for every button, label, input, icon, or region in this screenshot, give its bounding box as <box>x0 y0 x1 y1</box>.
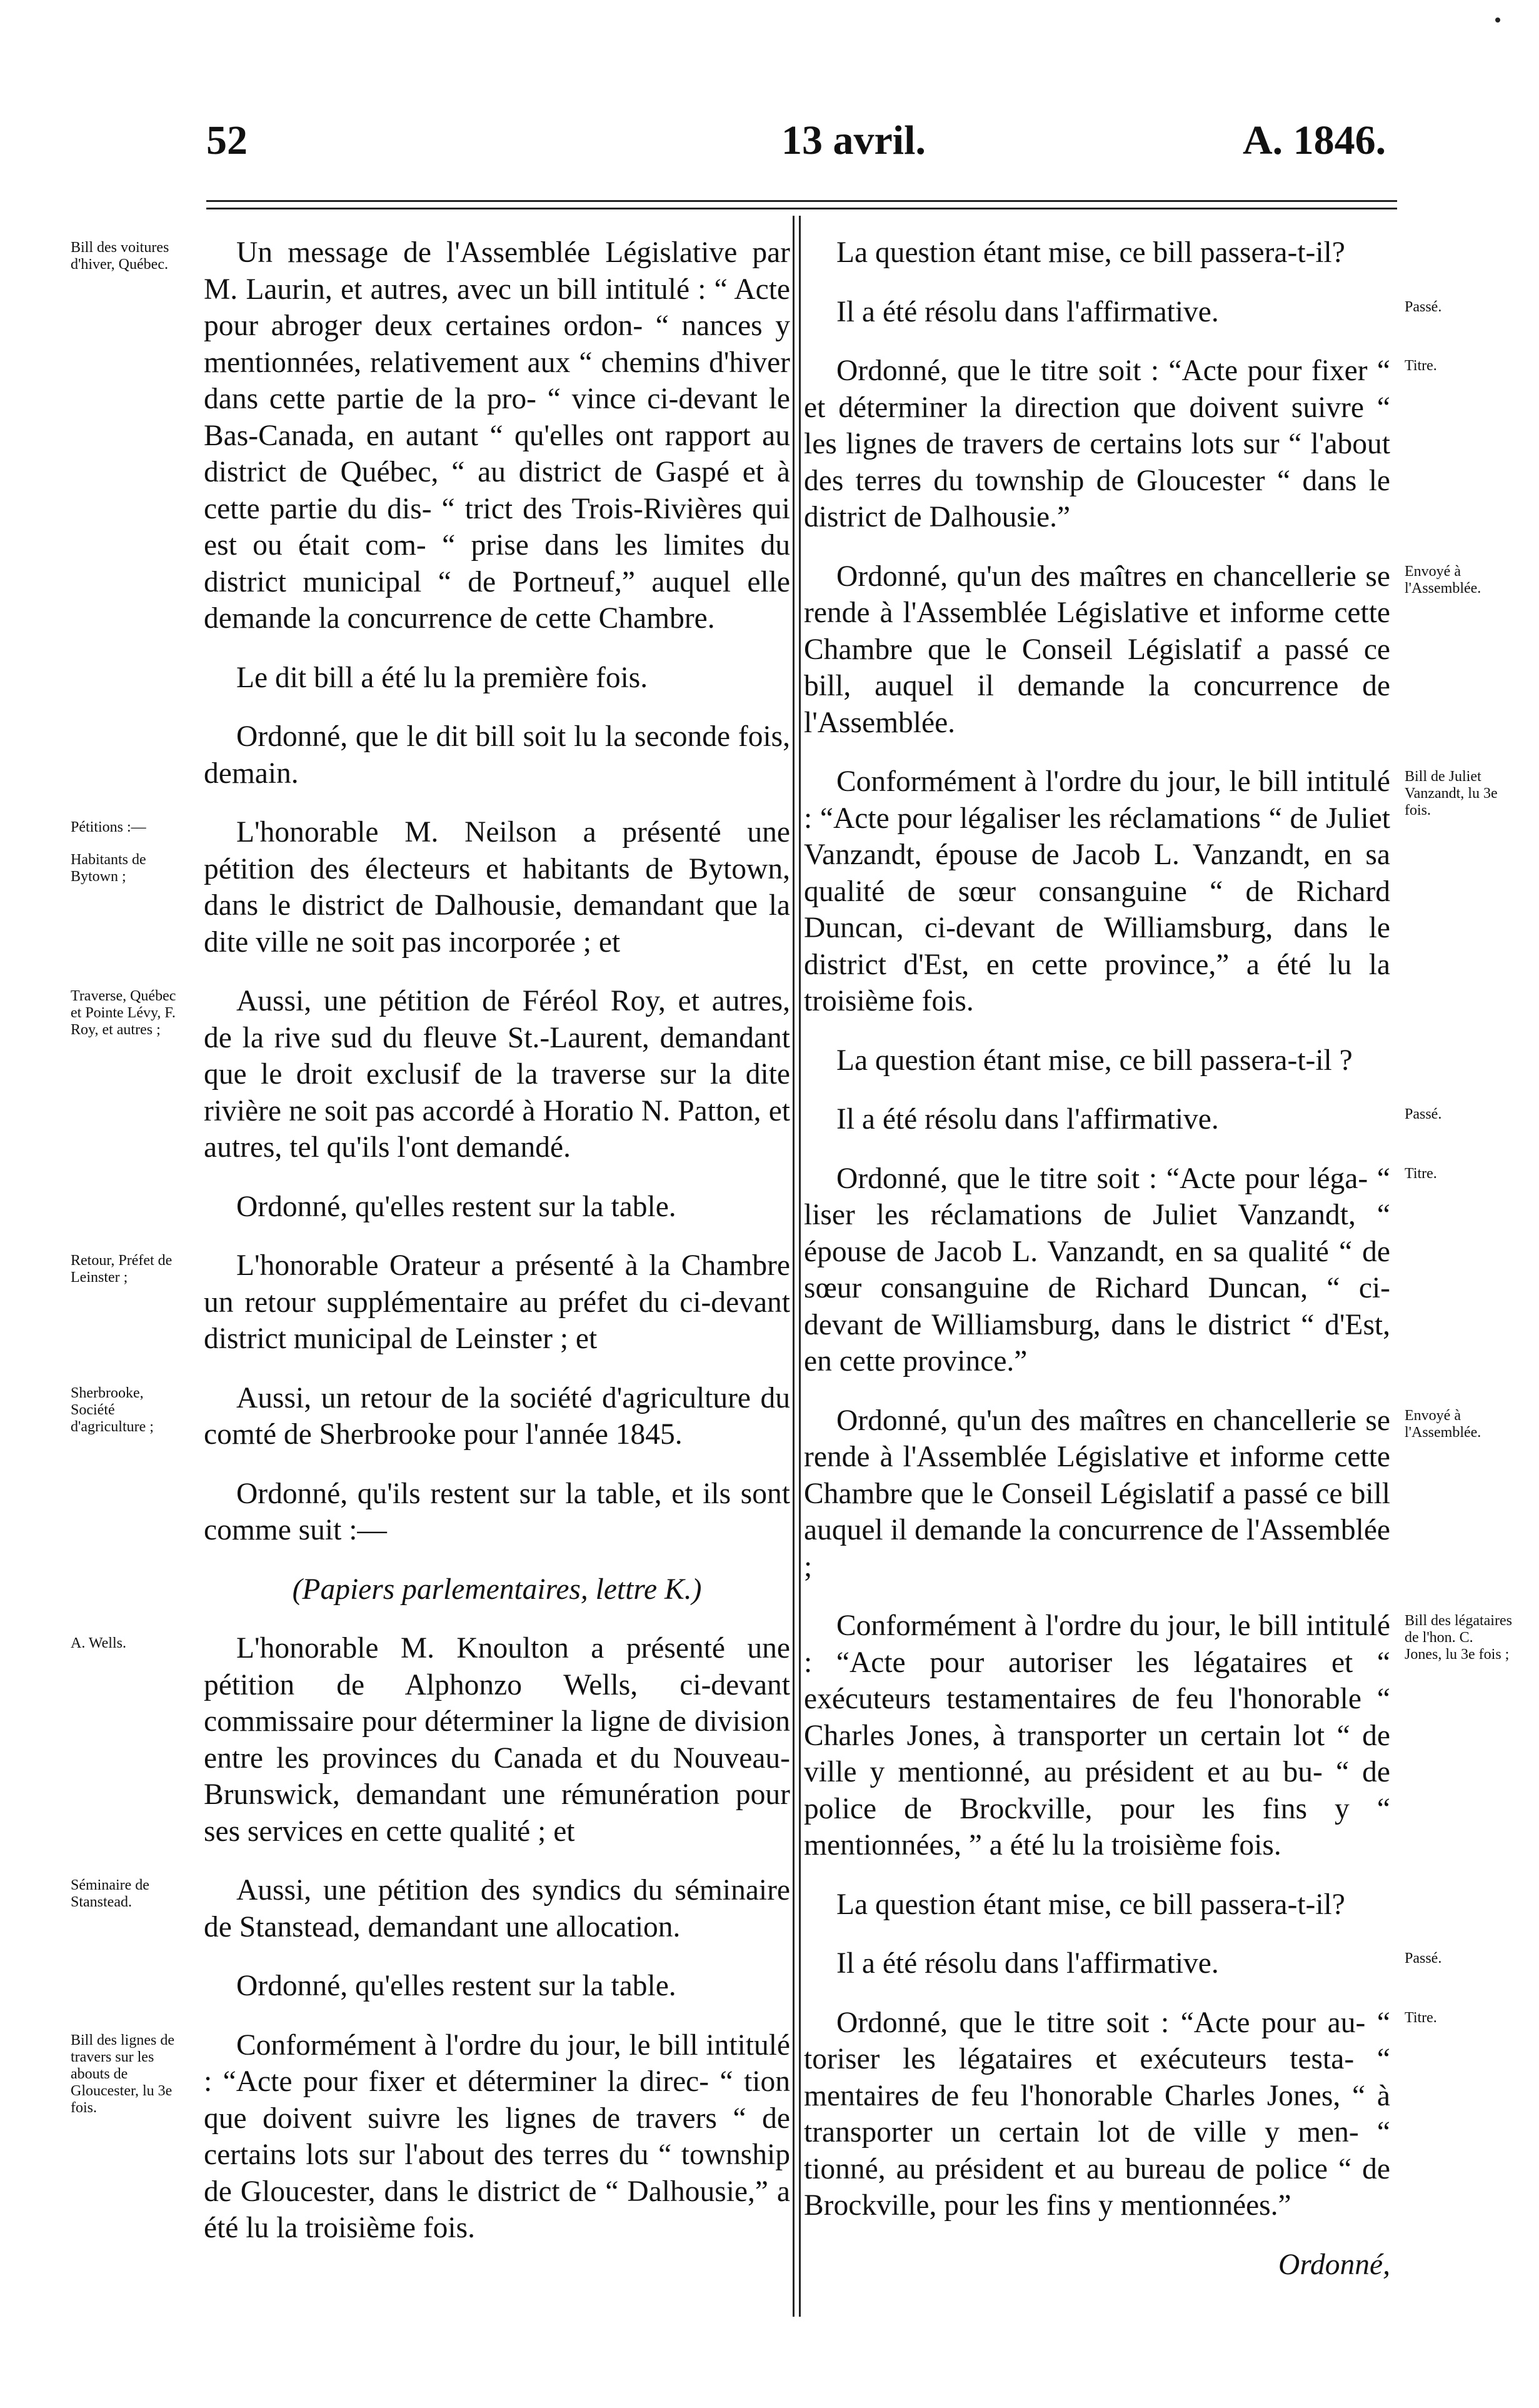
margin-note: Bill des légataires de l'hon. C. Jones, lu 3e fois ; <box>1405 1613 1512 1663</box>
paragraph <box>71 814 790 960</box>
paragraph-text: La question étant mise, ce bill passera-t-il ? <box>836 1044 1353 1077</box>
paragraph <box>804 1403 1481 1586</box>
margin-note: Titre. <box>1405 2009 1437 2026</box>
paragraph-text: Ordonné, qu'elles restent sur la table. <box>236 1190 676 1223</box>
margin-note: Passé. <box>1405 1106 1442 1122</box>
header-rule-bottom <box>206 208 1397 209</box>
paragraph-text: Conformément à l'ordre du jour, le bill intitulé : “Acte pour autoriser les légataires et “ exécuteurs testamentaires de feu l'honorable “ Charles Jones, à transporter un certain lot “ de ville y mentionné, au président et au bu- “ de police de Brockville, pour les fins y “ mentionnées, ” a été lu la troisième fois. <box>804 1610 1390 1861</box>
paragraph <box>804 2247 1390 2284</box>
paragraph <box>804 558 1481 742</box>
paragraph-text: Ordonné, que le titre soit : “Acte pour léga- “ liser les réclamations de Juliet Vanzandt, “ épouse de Jacob L. Vanzandt, en sa qualité “ de sœur consanguine de Richard Duncan, “ ci-devant de Williamsburg, dans le district “ d'Est, en cette province.” <box>804 1162 1390 1378</box>
margin-note: Passé. <box>1405 298 1442 315</box>
paragraph-text: Aussi, un retour de la société d'agriculture du comté de Sherbrooke pour l'année 1845. <box>204 1381 790 1451</box>
paragraph <box>804 1608 1512 1864</box>
paragraph-text: Ordonné, que le dit bill soit lu la seconde fois, demain. <box>204 720 790 790</box>
margin-note: Bill des voitures d'hiver, Québec. <box>71 239 169 273</box>
margin-note: Envoyé à l'Assemblée. <box>1405 1407 1481 1441</box>
paragraph-text: Ordonné, que le titre soit : “Acte pour fixer “ et déterminer la direction que doivent suivre “ les lignes de travers de certains lots sur “ l'about des terres du township de Gloucester “ dans le district de Dalhousie.” <box>804 355 1390 533</box>
paragraph <box>804 1042 1390 1079</box>
session-year: A. 1846. <box>1243 118 1386 163</box>
paragraph <box>204 718 790 792</box>
margin-note: Traverse, Québec et Pointe Lévy, F. Roy, et autres ; <box>71 988 176 1038</box>
paragraph <box>804 234 1390 271</box>
paragraph-text: Il a été résolu dans l'affirmative. <box>836 1947 1219 1980</box>
paragraph-text: Ordonné, qu'ils restent sur la table, et ils sont comme suit :— <box>204 1477 790 1546</box>
paragraph-text: L'honorable M. Neilson a présenté une pétition des électeurs et habitants de Bytown, dans le district de Dalhousie, demandant que la dite ville ne soit pas incorporée ; et <box>204 816 790 959</box>
column-divider-right <box>799 216 801 2317</box>
paragraph <box>204 660 790 697</box>
paragraph <box>804 353 1437 536</box>
paragraph-text: Il a été résolu dans l'affirmative. <box>836 295 1219 328</box>
paragraph <box>71 1380 790 1453</box>
paragraph <box>71 234 790 637</box>
paragraph-text: Ordonné, qu'un des maîtres en chancellerie se rende à l'Assemblée Législative et informe cette Chambre que le Conseil Législatif a passé ce bill, auquel il demande la concurrence de l'Assemblée. <box>804 560 1390 739</box>
paragraph-text: La question étant mise, ce bill passera-t-il? <box>836 1888 1345 1921</box>
session-date: 13 avril. <box>781 118 926 163</box>
paragraph <box>71 983 790 1166</box>
paragraph <box>71 2027 790 2247</box>
margin-note: Retour, Préfet de Leinster ; <box>71 1252 173 1286</box>
paragraph-text: Conformément à l'ordre du jour, le bill intitulé : “Acte pour légaliser les réclamations “ de Juliet Vanzandt, épouse de Jacob L. Vanzandt, en sa qualité de sœur consanguine “ de Richard Duncan, ci-devant de Williamsburg, dans le district d'Est, en cette province,” a été lu la troisième fois. <box>804 765 1390 1017</box>
paragraph <box>804 2005 1437 2224</box>
paragraph-text: L'honorable Orateur a présenté à la Chambre un retour supplémentaire au préfet du ci-devant district municipal de Leinster ; et <box>204 1249 790 1355</box>
margin-note: Envoyé à l'Assemblée. <box>1405 563 1481 597</box>
paragraph <box>204 1189 790 1226</box>
margin-note: Titre. <box>1405 1165 1437 1182</box>
margin-note: Titre. <box>1405 358 1437 374</box>
left-column <box>71 234 790 2269</box>
paragraph-text: Ordonné, qu'elles restent sur la table. <box>236 1970 676 2002</box>
paragraph-text: Aussi, une pétition des syndics du séminaire de Stanstead, demandant une allocation. <box>204 1874 790 1943</box>
margin-note: Bill de Juliet Vanzandt, lu 3e fois. <box>1405 768 1498 819</box>
paragraph <box>71 1630 790 1850</box>
page-number: 52 <box>206 118 248 163</box>
paragraph-text: Un message de l'Assemblée Législative par M. Laurin, et autres, avec un bill intitulé : “ Acte pour abroger deux certaines ordon- “ nances y mentionnées, relativement aux “ chemins d'hiver dans cette partie de la pro- “ vince ci-devant le Bas-Canada, en autant “ qu'elles ont rapport au district de Québec, “ au district de Gaspé et à cette partie du dis- “ trict des Trois-Rivières qui est ou était com- “ prise dans les limites du district municipal “ de Portneuf,” auquel elle demande la concurrence de cette Chambre. <box>204 236 790 635</box>
paragraph-text: Conformément à l'ordre du jour, le bill intitulé : “Acte pour fixer et déterminer la direc- “ tion que doivent suivre les lignes de travers “ de certains lots sur l'about des terres du “ township de Gloucester, dans le district de “ Dalhousie,” a été lu la troisième fois. <box>204 2028 790 2244</box>
paragraph-text: La question étant mise, ce bill passera-t-il? <box>836 236 1345 269</box>
paragraph-text: Il a été résolu dans l'affirmative. <box>836 1103 1219 1136</box>
margin-note: Séminaire de Stanstead. <box>71 1877 149 1910</box>
paragraph <box>804 1101 1442 1138</box>
margin-note: Bill des lignes de travers sur les abouts de Gloucester, lu 3e fois. <box>71 2032 174 2116</box>
paragraph-text: (Papiers parlementaires, lettre K.) <box>292 1573 702 1606</box>
paragraph <box>804 1945 1442 1982</box>
right-column <box>804 234 1512 2305</box>
page-header <box>0 116 1539 172</box>
paragraph-text: Le dit bill a été lu la première fois. <box>236 661 648 694</box>
paragraph <box>71 1872 790 1945</box>
margin-note: Sherbrooke, Société d'agriculture ; <box>71 1384 154 1435</box>
paragraph-text: Ordonné, qu'un des maîtres en chancellerie se rende à l'Assemblée Législative et informe cette Chambre que le Conseil Législatif a passé ce bill auquel il demande la concurrence de l'Assemblée ; <box>804 1404 1390 1583</box>
paragraph <box>804 1887 1390 1923</box>
paragraph <box>204 1476 790 1549</box>
paragraph-text: Ordonné, que le titre soit : “Acte pour au- “ toriser les légataires et exécuteurs testa- “ mentaires de feu l'honorable Charles Jones, “ à transporter un certain lot de ville y men- “ tionné, au président et au bureau de police “ de Brockville, pour les fins y mentionnées.” <box>804 2006 1390 2222</box>
paragraph-text: Aussi, une pétition de Féréol Roy, et autres, de la rive sud du fleuve St.-Laurent, demandant que le droit exclusif de la traverse sur la dite rivière ne soit pas accordé à Horatio N. Patton, et autres, tel qu'ils l'ont demandé. <box>204 985 790 1164</box>
paragraph <box>804 763 1498 1020</box>
paragraph <box>204 1968 790 2005</box>
catchword: Ordonné, <box>1278 2248 1390 2281</box>
paragraph <box>804 1161 1437 1380</box>
paragraph <box>804 294 1442 331</box>
paragraph <box>71 1247 790 1358</box>
margin-note: A. Wells. <box>71 1635 126 1651</box>
column-divider-left <box>793 216 795 2317</box>
ink-dot <box>1495 18 1500 23</box>
paragraph-text: L'honorable M. Knoulton a présenté une pétition de Alphonzo Wells, ci-devant commissaire pour déterminer la ligne de division entre les provinces du Canada et du Nouveau-Brunswick, demandant une rémunération pour ses services en cette qualité ; et <box>204 1632 790 1848</box>
header-rule-top <box>206 200 1397 202</box>
paragraph <box>204 1571 790 1608</box>
margin-note: Habitants de Bytown ; <box>71 852 146 885</box>
margin-note: Passé. <box>1405 1950 1442 1967</box>
margin-heading: Pétitions :— <box>71 819 146 835</box>
